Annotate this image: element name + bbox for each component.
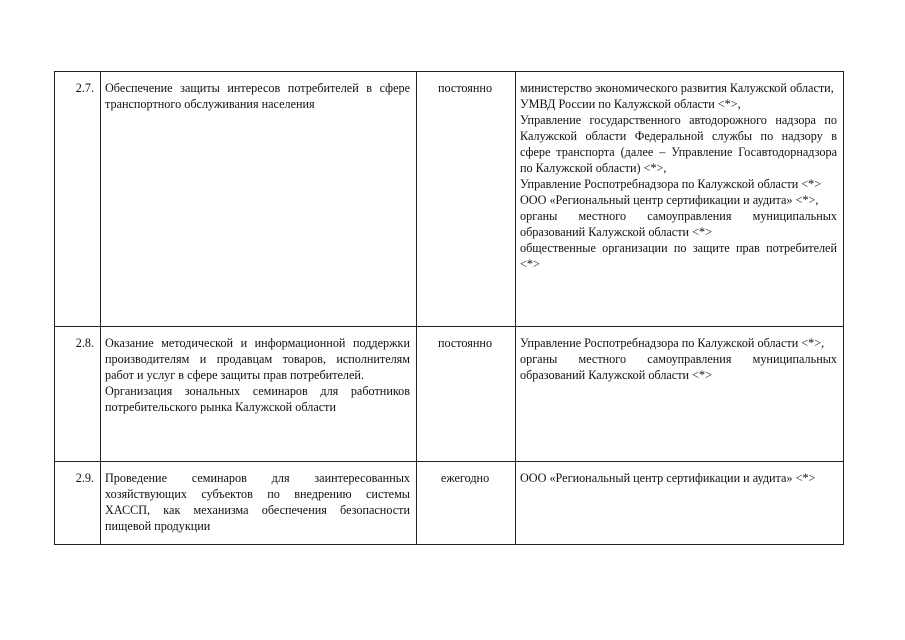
row-number: 2.9. bbox=[55, 462, 101, 545]
description-paragraph: Обеспечение защиты интересов потребителей в сфере транспортного обслуживания населения bbox=[105, 81, 410, 111]
table-row bbox=[55, 462, 844, 545]
table-row bbox=[55, 72, 844, 327]
responsible-executors bbox=[516, 462, 844, 545]
execution-period: постоянно bbox=[417, 72, 516, 327]
description-paragraph: Проведение семинаров для заинтересованных хозяйствующих субъектов по внедрению системы ХАССП, как механизма обеспечения безопасности пищевой продукции bbox=[105, 471, 410, 533]
description-paragraph: Оказание методической и информационной поддержки производителям и продавцам товаров, исполнителям работ и услуг в сфере защиты прав потребителей. bbox=[105, 336, 410, 382]
responsible-entry: ООО «Региональный центр сертификации и аудита» <*>, bbox=[520, 193, 819, 207]
measure-description bbox=[101, 72, 417, 327]
responsible-entry: Управление Роспотребнадзора по Калужской области <*> bbox=[520, 177, 822, 191]
responsible-entry: ООО «Региональный центр сертификации и аудита» <*> bbox=[520, 471, 816, 485]
responsible-entry: органы местного самоуправления муниципальных образований Калужской области <*> bbox=[520, 352, 837, 382]
execution-period: постоянно bbox=[417, 327, 516, 462]
measure-description bbox=[101, 327, 417, 462]
table-row bbox=[55, 327, 844, 462]
responsible-entry: органы местного самоуправления муниципальных образований Калужской области <*> bbox=[520, 209, 837, 239]
measure-description bbox=[101, 462, 417, 545]
responsible-executors bbox=[516, 72, 844, 327]
responsible-entry: министерство экономического развития Калужской области, bbox=[520, 81, 834, 95]
responsible-executors bbox=[516, 327, 844, 462]
description-paragraph: Организация зональных семинаров для работников потребительского рынка Калужской области bbox=[105, 384, 410, 414]
responsible-entry: Управление государственного автодорожного надзора по Калужской области Федеральной службы по надзору в сфере транспорта (далее – Управление Госавтодорнадзора по Калужской области) <*>, bbox=[520, 113, 837, 175]
measures-table bbox=[54, 71, 844, 545]
execution-period: ежегодно bbox=[417, 462, 516, 545]
responsible-entry: Управление Роспотребнадзора по Калужской области <*>, bbox=[520, 336, 825, 350]
responsible-entry: УМВД России по Калужской области <*>, bbox=[520, 97, 741, 111]
responsible-entry: общественные организации по защите прав потребителей <*> bbox=[520, 241, 837, 271]
row-number: 2.7. bbox=[55, 72, 101, 327]
row-number: 2.8. bbox=[55, 327, 101, 462]
